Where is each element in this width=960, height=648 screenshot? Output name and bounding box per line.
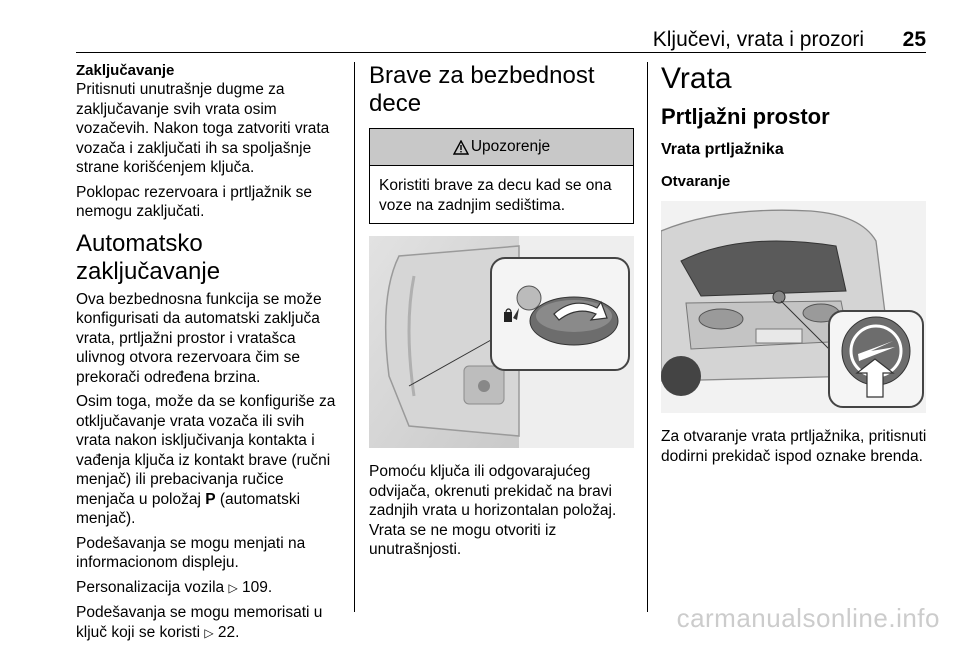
- heading-tailgate: Vrata prtljažnika: [661, 141, 784, 158]
- page-ref-22[interactable]: 22.: [217, 623, 240, 641]
- tailgate-caption: Za otvaranje vrata prtljažnika, pritisnuti dodirni prekidač ispod oznake brenda.: [661, 428, 927, 465]
- text-auto-transmission: (automatski menjač).: [76, 490, 301, 527]
- paragraph-settings: Podešavanja se mogu menjati na informacionom displeju.: [76, 534, 306, 571]
- heading-doors: Vrata: [661, 62, 732, 95]
- warning-text: Koristiti brave za decu kad se ona voze na zadnjim sedištima.: [379, 177, 612, 214]
- label-opening: Otvaranje: [661, 173, 731, 190]
- column-2: [369, 62, 634, 565]
- paragraph-locking: Pritisnuti unutrašnje dugme za zaključavanje svih vrata osim vozačevih. Nakon toga zatvoriti vrata vozača i zaključati ih sa spoljašnje strane korišćenjem ključa.: [76, 81, 330, 176]
- column-divider-1: [354, 62, 355, 612]
- paragraph-fuel-cap: Poklopac rezervoara i prtljažnik se nemogu zaključati.: [76, 183, 313, 220]
- paragraph-memorize: [76, 603, 342, 643]
- gear-position-p: P: [205, 490, 216, 508]
- heading-child-locks: Brave za bezbednost dece: [369, 62, 595, 117]
- column-3: [661, 62, 929, 471]
- header-rule: [76, 52, 926, 53]
- warning-triangle-icon: [453, 140, 469, 155]
- child-lock-caption: Pomoću ključa ili odgovarajućeg odvijača, okrenuti prekidač na bravi zadnjih vrata u horizontalan položaj. Vrata se ne mogu otvoriti iz unutrašnjosti.: [369, 463, 617, 558]
- heading-auto-locking: Automatsko zaključavanje: [76, 229, 221, 285]
- paragraph-auto-locking: Ova bezbednosna funkcija se može konfigurisati da automatski zaključa vrata, prtljažni prostor i vratašca ulivnog otvora rezervoara čim se prekorači određena brzina.: [76, 290, 322, 386]
- paragraph-unlock-config: [76, 392, 342, 529]
- child-lock-illustration: [369, 236, 634, 448]
- reference-arrow-icon: ▷: [228, 580, 238, 595]
- column-1: [76, 62, 342, 648]
- warning-box: [369, 128, 634, 224]
- watermark: carmanualsonline.info: [676, 603, 940, 633]
- tailgate-illustration: [661, 201, 926, 413]
- page-number: 25: [902, 28, 926, 51]
- warning-header: [370, 129, 633, 166]
- heading-luggage-compartment: Prtljažni prostor: [661, 104, 830, 129]
- text-memorize: Podešavanja se mogu memorisati u ključ koji se koristi: [76, 604, 323, 641]
- text-personalization: Personalizacija vozila: [76, 578, 229, 596]
- warning-title: Upozorenje: [470, 138, 551, 155]
- column-divider-2: [647, 62, 648, 612]
- text-unlock-config: Osim toga, može da se konfiguriše za otključavanje vrata vozača ili svih vrata nakon isključivanja kontakta i vađenja ključa iz kontakt brave (ručni menjač) ili prebacivanja ručice menjača u položaj: [76, 393, 336, 508]
- page-ref-109[interactable]: 109.: [242, 578, 273, 596]
- page-header: [76, 28, 926, 50]
- heading-locking: Zaključavanje: [76, 62, 175, 79]
- paragraph-personalization: [76, 578, 342, 599]
- reference-arrow-icon: ▷: [204, 625, 214, 640]
- header-title: Ključevi, vrata i prozori: [652, 28, 864, 51]
